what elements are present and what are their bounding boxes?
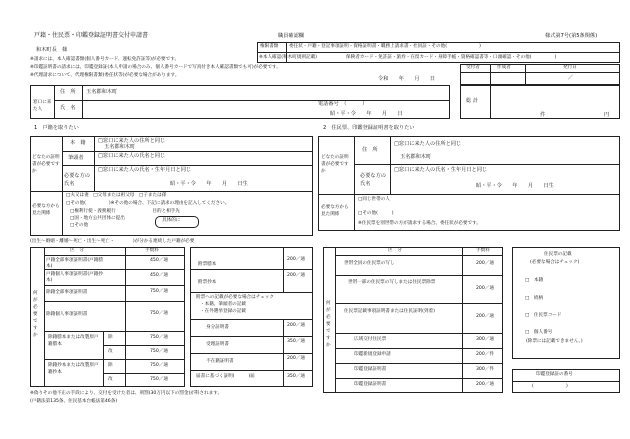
koseki-sub-kind-1a: 除 xyxy=(108,363,113,368)
slash-mark: ／ xyxy=(568,75,574,81)
jumin-need-label: 必要な方の氏名 xyxy=(360,173,386,187)
honseki-same-option[interactable]: □窓口に来た人の住所と同じ xyxy=(98,138,166,144)
koseki-sub-fee-0a: 750／通 xyxy=(150,335,168,340)
jumin-addr-value[interactable]: 玉名郡和木町 xyxy=(400,154,432,160)
note-2: ※印鑑証明書の請求には、印鑑登録証(本人申請の場合のみ、個人番号カードで写真付き本人確認書類でも可)が必要です。 xyxy=(30,65,281,70)
hittousha-label: 筆頭者 xyxy=(68,155,84,161)
koseki-rel-opt3[interactable]: □権利行使・義務履行 目的と相手先 xyxy=(70,209,180,214)
jumin-row-6[interactable]: 印鑑登録証明書 xyxy=(354,382,387,387)
fuhyo-check-2[interactable]: ・在外選挙登録の記載 xyxy=(200,309,246,314)
total-label: 総 計 xyxy=(466,98,479,104)
jumin-fee-2: 200／通 xyxy=(476,314,494,319)
yen-unit: 円 xyxy=(604,112,610,118)
koseki-row-0[interactable]: 戸籍全部事項証明書(戸籍謄本) xyxy=(46,258,103,269)
jumin-rel-opt2[interactable]: □その他( ) xyxy=(358,211,394,216)
koseki-row-1[interactable]: 戸籍個人事項証明書(戸籍抄本) xyxy=(46,272,103,283)
jumin-col-fee: 手数料 xyxy=(476,248,490,253)
count-unit: 件 xyxy=(540,112,546,118)
koseki-need-label: 必要な方の氏名 xyxy=(64,173,90,187)
honseki-value[interactable]: 玉名郡和木町 xyxy=(104,144,136,150)
jumin-fee-5: 300／件 xyxy=(476,367,494,372)
applicant-label: 窓口に来た人 xyxy=(33,100,52,112)
side-opt-honseki[interactable]: □ 本籍 xyxy=(525,278,544,283)
form-title: 戸籍・住民票・印鑑登録証明書交付申請書 xyxy=(34,32,149,39)
jumin-row-3[interactable]: 広域交付住民票 xyxy=(354,337,387,342)
jumin-fee-1: 200／通 xyxy=(476,286,494,291)
jumin-row-0[interactable]: 世帯全員の住民票の写し xyxy=(344,261,395,266)
jumin-row-5[interactable]: 印鑑登録証明書 xyxy=(354,367,387,372)
honseki-label: 本 籍 xyxy=(70,140,86,146)
koseki-rel-opt2[interactable]: □その他( )※その他の場合、下記に請求の理由を記入してください。 xyxy=(66,201,230,206)
jumin-fee-4: 200／件 xyxy=(476,352,494,357)
fuhyo-row-1[interactable]: 附票抄本 xyxy=(198,280,217,285)
shomei-fee-0: 200／通 xyxy=(287,323,305,328)
koseki-col-kubun: 区 分 xyxy=(70,248,84,253)
shomei-row-3[interactable]: 届書に基づく証明( )届 xyxy=(196,374,255,379)
applicant-birthdate[interactable]: 昭・平・令 年 月 日 xyxy=(330,111,403,117)
jumin-rel-label: 必要な方から見た関係 xyxy=(321,205,349,217)
confirm-row2-text: 保険者カード・免許証・旅券・在留カード・身障手帳・資格確認書等・口頭確認・その他( ) xyxy=(346,55,557,60)
shomei-fee-1: 350／通 xyxy=(287,339,305,344)
jumin-left-label: どなたの証明書が必要ですか xyxy=(321,155,349,174)
koseki-rel-opt4[interactable]: □国・地方公共団体に提出 xyxy=(70,216,125,221)
reception-box xyxy=(460,64,620,85)
applicant-phone[interactable]: 電話番号 （ ） xyxy=(318,101,368,107)
confirm-row1-label: 権限書類 xyxy=(260,44,279,49)
jumin-need-birthdate[interactable]: 昭・平・令 年 月 日生 xyxy=(476,183,554,189)
jumin-row-1[interactable]: 世帯一部の住民票の写しまたは住民票除票 xyxy=(348,280,436,285)
jumin-addr-label: 住 所 xyxy=(362,147,378,153)
koseki-rel-label: 必要な方から見た関係 xyxy=(32,204,60,216)
koseki-sub-kind-0a: 除 xyxy=(108,335,113,340)
jumin-rel-opt3: ※住民票を別世帯の方が請求する場合、委任状が必要です。 xyxy=(358,221,481,226)
shomei-fee-3: 350／通 xyxy=(287,374,305,379)
note-3: ※代理請求について、代理権限書類(委任状等)が必要な場合があります。 xyxy=(30,73,180,78)
shomei-row-2[interactable]: 不在籍証明書 xyxy=(206,359,234,364)
fuhyo-box xyxy=(190,247,313,387)
confirm-row1-text: 委任状・戸籍・登記事項証明・資格証明書・職務上請求書・社員証・その他( ) xyxy=(289,44,481,49)
footer-note-2: (戸籍法第135条、住民基本台帳法第46条) xyxy=(30,399,118,404)
koseki-need-birthdate[interactable]: 昭・平・令 年 月 日生 xyxy=(170,181,248,187)
creator-label: 作成者 xyxy=(497,65,511,70)
jumin-row-2[interactable]: 住民票記載事項証明書または住民証明(到着) xyxy=(344,309,435,314)
jumin-fee-0: 200／通 xyxy=(476,261,494,266)
applicant-name-label: 氏 名 xyxy=(60,105,76,111)
jumin-fee-6: 200／通 xyxy=(476,382,494,387)
shomei-row-1[interactable]: 受理証明書 xyxy=(206,342,229,347)
koseki-fee-1: 450／通 xyxy=(150,273,168,278)
applicant-addr-value[interactable]: 玉名郡和木町 xyxy=(86,89,118,95)
koseki-row-3[interactable]: 除籍個人事項証明書 xyxy=(46,312,88,317)
koseki-sub-kind-0b: 改 xyxy=(108,349,113,354)
staff-confirm-label: 職員確認欄 xyxy=(278,33,304,39)
koseki-sub-row-1[interactable]: 除籍抄本または改製原戸籍抄本 xyxy=(48,363,99,375)
jumin-row-4[interactable]: 印鑑新規登録申請 xyxy=(354,352,391,357)
fuhyo-fee-1: 200／通 xyxy=(287,273,305,278)
confirm-row2-label: ※本人確認(和木町規則記載) xyxy=(259,55,317,60)
receiver-label: 受付者 xyxy=(466,65,480,70)
hittousha-same-option[interactable]: □窓口に来た人の氏名と同じ xyxy=(98,153,166,159)
koseki-heading: 1 戸籍を取りたい xyxy=(34,125,79,131)
fuhyo-check-1[interactable]: ・本籍、筆頭者の記載 xyxy=(200,302,246,307)
jumin-need-same-option[interactable]: □窓口に来た人の氏名・生年月日と同じ xyxy=(394,167,488,173)
side-opt-mynumber-note: (除票には記載できません。) xyxy=(526,339,583,344)
koseki-left-label: どなたの証明書が必要ですか xyxy=(32,155,60,174)
footer-note-1: ※偽りその他不正の手段により、交付を受けた者は、刑罰(30万円以下の罰金)が科されます。 xyxy=(30,391,223,396)
koseki-sub-row-0[interactable]: 除籍謄本または改製原戸籍謄本 xyxy=(48,335,99,347)
koseki-vertical-label: 何が必要ですか xyxy=(33,291,38,338)
jumin-col-kubun: 区 分 xyxy=(388,248,402,253)
koseki-fee-2: 750／通 xyxy=(150,289,168,294)
fuhyo-row-0[interactable]: 附票謄本 xyxy=(198,262,217,267)
koseki-fee-3: 750／通 xyxy=(150,311,168,316)
shomei-fee-2: 200／通 xyxy=(287,356,305,361)
note-1: ※請求には、本人確認書類(個人番号カード、運転免許証等)が必要です。 xyxy=(30,57,180,62)
side-subtitle: (必要な場合はチェック) xyxy=(530,260,580,265)
fuhyo-check-title: 附票への記載が必要な場合はチェック xyxy=(196,295,274,300)
inkan-number-title: 印鑑登録証の番号 xyxy=(536,372,573,377)
side-title: 住民票の記載 xyxy=(544,252,572,257)
koseki-sub-fee-1b: 750／通 xyxy=(150,377,168,382)
koseki-fee-0: 450／通 xyxy=(150,258,168,263)
side-opt-code[interactable]: □ 住民票コード xyxy=(525,313,562,318)
koseki-sub-fee-1a: 750／通 xyxy=(150,363,168,368)
jumin-addr-same-option[interactable]: □窓口に来た人の住所と同じ xyxy=(394,141,462,147)
jumin-rel-opt1[interactable]: □同じ世帯の人 xyxy=(358,197,390,202)
koseki-sub-kind-1b: 改 xyxy=(108,377,113,382)
jumin-vertical-label: 何が必要ですか xyxy=(326,301,331,348)
koseki-need-same-option[interactable]: □窓口に来た人の氏名・生年月日と同じ xyxy=(98,167,192,173)
city-addressee: 和木町長 様 xyxy=(36,47,68,53)
jumin-fee-3: 300／通 xyxy=(476,337,494,342)
inkan-number-value[interactable]: ( ) xyxy=(532,384,568,389)
koseki-col-fee: 手数料 xyxy=(145,248,159,253)
koseki-table-note: (出生～婚姻・離婚～死亡・出生～死亡・ )が分かる連続した戸籍が必要 xyxy=(30,239,195,244)
koseki-sub-fee-0b: 750／通 xyxy=(150,349,168,354)
reason-bubble-label: 具体的に xyxy=(162,218,181,223)
side-opt-zokugara[interactable]: □ 続柄 xyxy=(525,296,544,301)
jumin-heading: 2 住民票、印鑑登録証明書を取りたい xyxy=(323,125,415,131)
application-date: 令和 年 月 日 xyxy=(378,76,436,82)
form-number: 様式第7号(第5条関係) xyxy=(545,33,598,39)
issuer-label: 発行日 xyxy=(563,65,577,70)
koseki-rel-opt5[interactable]: □その他 xyxy=(70,223,89,228)
koseki-row-2[interactable]: 除籍全部事項証明書 xyxy=(46,290,88,295)
applicant-addr-label: 住 所 xyxy=(60,89,76,95)
fuhyo-fee-0: 200／通 xyxy=(287,257,305,262)
side-opt-mynumber[interactable]: □ 個人番号 xyxy=(525,330,553,335)
shomei-row-0[interactable]: 身分証明書 xyxy=(206,325,229,330)
koseki-rel-opt1[interactable]: □夫又は妻 □父母または祖父母 □子または孫 xyxy=(66,193,167,198)
